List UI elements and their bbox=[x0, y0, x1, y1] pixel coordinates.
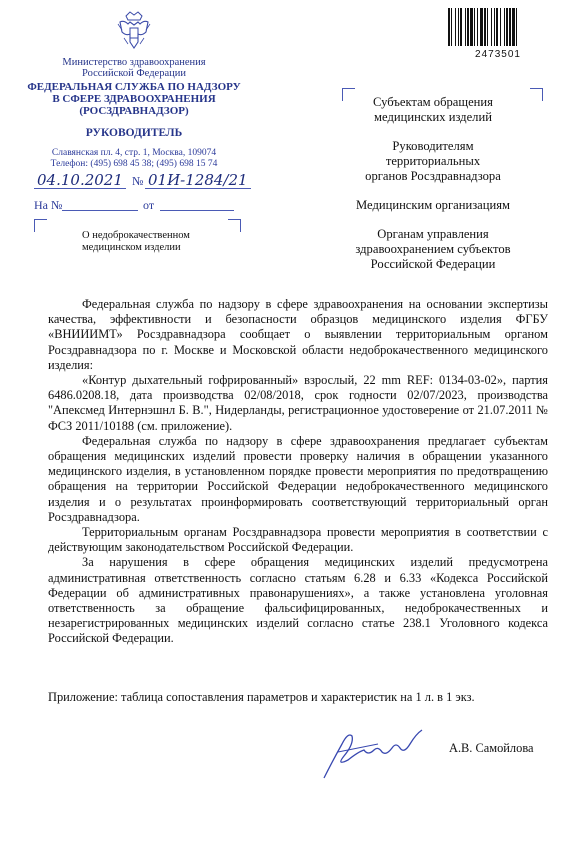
reference-date-line bbox=[160, 210, 234, 211]
number-prefix: № bbox=[132, 174, 144, 188]
barcode-bar bbox=[512, 8, 515, 46]
barcode-bar bbox=[477, 8, 478, 46]
date-underline bbox=[34, 188, 126, 189]
body-paragraph-3: Федеральная служба по надзору в сфере здравоохранения предлагает субъектам обращения медицинских изделий провести проверку наличия в обращении указанного медицинского изделия, в установленном порядке провести мероприятия по предотвращению обращения на территории Российской Федерации недоброкачественного медицинского изделия и о результатах проинформировать соответствующий территориальный орган Росздравнадзора. bbox=[48, 433, 548, 524]
head-title: РУКОВОДИТЕЛЬ bbox=[85, 127, 183, 139]
barcode-bars bbox=[446, 8, 550, 46]
reference-from-label: от bbox=[143, 198, 155, 212]
barcode-bar bbox=[509, 8, 511, 46]
addressee-4: Органам управления здравоохранением субъектов Российской Федерации bbox=[355, 227, 511, 271]
subject-line2: медицинском изделии bbox=[82, 242, 181, 253]
barcode-bar bbox=[496, 8, 498, 46]
barcode-bar bbox=[480, 8, 483, 46]
barcode-bar bbox=[465, 8, 466, 46]
barcode bbox=[446, 8, 550, 50]
letter-body bbox=[48, 297, 548, 647]
barcode-bar bbox=[474, 8, 475, 46]
barcode-bar bbox=[487, 8, 488, 46]
barcode-bar bbox=[451, 8, 452, 46]
barcode-bar bbox=[448, 8, 450, 46]
barcode-bar bbox=[460, 8, 462, 46]
barcode-bar bbox=[504, 8, 505, 46]
body-paragraph-2: «Контур дыхательный гофрированный» взрослый, 22 mm REF: 0134-03-02», партия 6486.0208.18, дата производства 02/08/2018, срок годности 02/07/2023, производства "Апексмед Интернэшнл Б. В.", Нидерланды, регистрационное удостоверение от 21.07.2011 № ФСЗ 2011/10188 (см. приложение). bbox=[48, 373, 548, 433]
reference-number-line bbox=[62, 210, 138, 211]
barcode-bar bbox=[506, 8, 508, 46]
registration-number: 01И-1284/21 bbox=[148, 171, 248, 189]
number-underline bbox=[145, 188, 251, 189]
barcode-number: 2473501 bbox=[475, 49, 521, 60]
ministry-name-line2: Российской Федерации bbox=[82, 68, 186, 79]
service-name-line3: (РОСЗДРАВНАДЗОР) bbox=[79, 105, 189, 117]
attachment-note: Приложение: таблица сопоставления параметров и характеристик на 1 л. в 1 экз. bbox=[48, 690, 475, 704]
barcode-bar bbox=[455, 8, 456, 46]
handwritten-signature bbox=[318, 722, 428, 784]
letterhead-address: Славянская пл. 4, стр. 1, Москва, 109074 bbox=[51, 148, 217, 158]
addressee-2: Руководителям территориальных органов Росздравнадзора bbox=[365, 139, 501, 183]
body-paragraph-1: Федеральная служба по надзору в сфере здравоохранения на основании экспертизы качества, эффективности и безопасности образцов медицинского изделия ФГБУ «ВНИИИМТ» Росздравнадзора сообщает о выявлении территориальным органом Росздравнадзора по г. Москве и Московской области недоброкачественного медицинского изделия: bbox=[48, 297, 548, 372]
barcode-bar bbox=[458, 8, 459, 46]
barcode-bar bbox=[516, 8, 517, 46]
barcode-bar bbox=[484, 8, 486, 46]
reference-label: На № bbox=[34, 198, 63, 212]
service-name-line2: В СФЕРЕ ЗДРАВООХРАНЕНИЯ bbox=[52, 93, 216, 105]
letterhead-phone: Телефон: (495) 698 45 38; (495) 698 15 74 bbox=[50, 159, 218, 169]
subject-line1: О недоброкачественном bbox=[82, 230, 190, 241]
coat-of-arms-icon bbox=[116, 10, 152, 54]
subject-bracket-left bbox=[34, 219, 47, 232]
addressee-3: Медицинским организациям bbox=[355, 198, 511, 212]
addressee-1: Субъектам обращения медицинских изделий bbox=[373, 95, 493, 124]
service-name-line1: ФЕДЕРАЛЬНАЯ СЛУЖБА ПО НАДЗОРУ bbox=[27, 81, 241, 93]
ministry-name-line1: Министерство здравоохранения bbox=[62, 57, 206, 68]
barcode-bar bbox=[494, 8, 495, 46]
body-paragraph-4: Территориальным органам Росздравнадзора провести мероприятия в соответствии с действующим законодательством Российской Федерации. bbox=[48, 525, 548, 555]
subject-bracket-right bbox=[228, 219, 241, 232]
body-paragraph-5: За нарушения в сфере обращения медицинских изделий предусмотрена административная ответственность согласно статьям 6.28 и 6.33 «Кодекса Российской Федерации об административных правонарушениях», а также установлена уголовная ответственность за обращение фальсифицированных, недоброкачественных и незарегистрированных медицинских изделий согласно статье 238.1 Уголовного кодекса Российской Федерации. bbox=[48, 555, 548, 646]
barcode-bar bbox=[467, 8, 469, 46]
barcode-bar bbox=[491, 8, 492, 46]
barcode-bar bbox=[500, 8, 501, 46]
signatory-name: А.В. Самойлова bbox=[449, 741, 534, 755]
barcode-bar bbox=[470, 8, 473, 46]
registration-date: 04.10.2021 bbox=[37, 171, 123, 189]
addressee-block bbox=[330, 95, 536, 286]
